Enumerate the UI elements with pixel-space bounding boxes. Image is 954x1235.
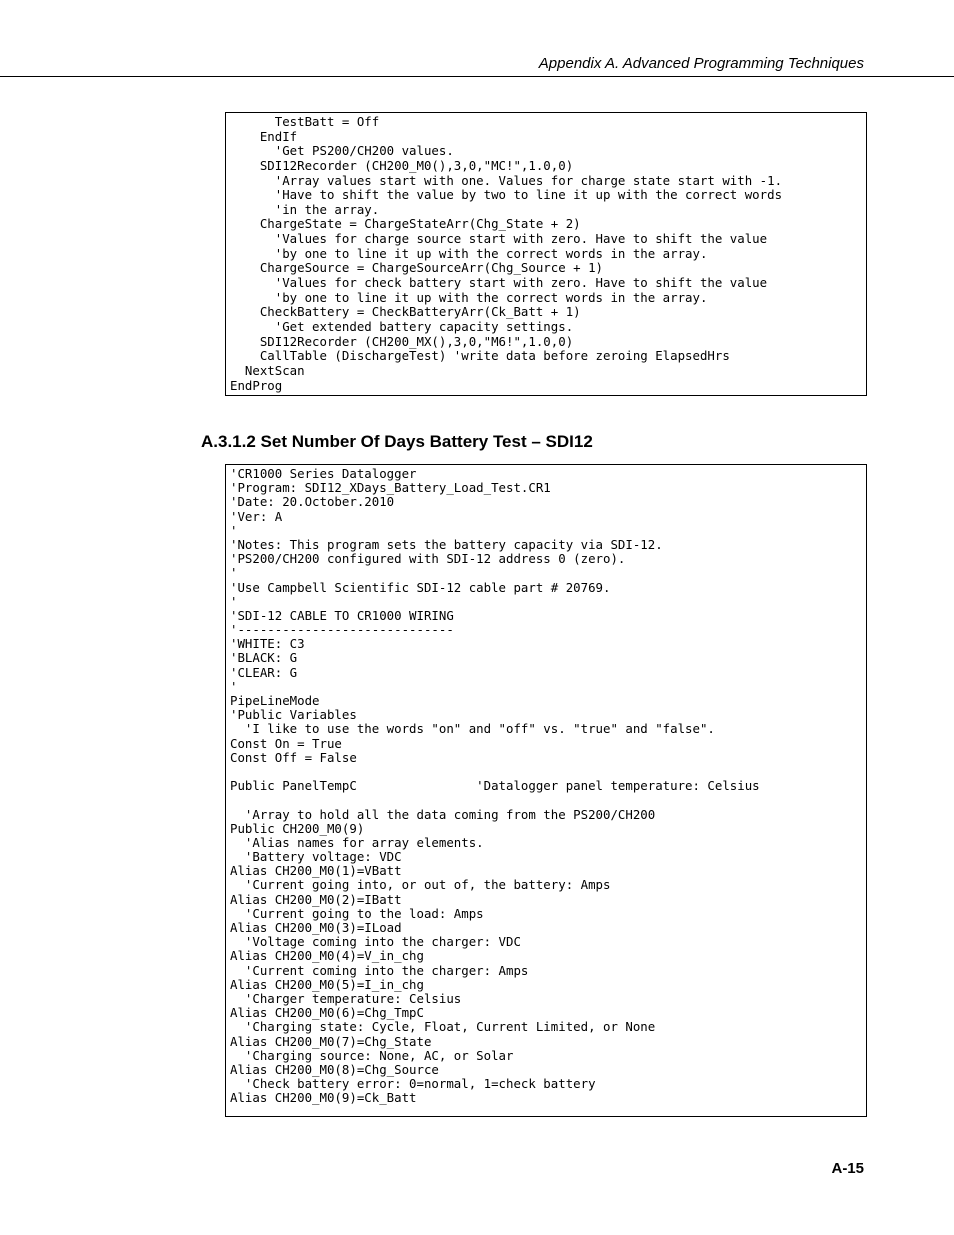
code-line: 'WHITE: C3: [230, 636, 305, 652]
code-line: 'Get PS200/CH200 values.: [230, 143, 454, 159]
code-line: Public CH200_M0(9): [230, 820, 365, 836]
code-line: ': [230, 593, 238, 609]
code-line: CallTable (DischargeTest) 'write data before zeroing ElapsedHrs: [230, 348, 730, 364]
page-header-title: Appendix A. Advanced Programming Techniques: [538, 55, 864, 72]
code-line: '-----------------------------: [230, 622, 454, 638]
code-line: [230, 793, 862, 807]
code-line: Public PanelTempC 'Datalogger panel temperature: Celsius: [230, 778, 760, 794]
code-line: 'Alias names for array elements.: [230, 834, 484, 850]
code-line: ': [230, 565, 238, 581]
code-line: [230, 765, 862, 779]
code-line: 'PS200/CH200 configured with SDI-12 address 0 (zero).: [230, 551, 626, 567]
code-line: 'Values for check battery start with zero. Have to shift the value: [230, 275, 768, 291]
code-block-2: [225, 464, 867, 1117]
code-line: Alias CH200_M0(3)=ILoad: [230, 920, 402, 935]
header-rule: [0, 76, 954, 77]
section-heading: A.3.1.2 Set Number Of Days Battery Test – SDI12: [201, 432, 593, 451]
code-line: 'BLACK: G: [230, 650, 298, 666]
code-line: 'Voltage coming into the charger: VDC: [230, 934, 521, 950]
code-line: Alias CH200_M0(9)=Ck_Batt: [230, 1090, 417, 1106]
code-line: ': [230, 678, 238, 694]
code-line: 'Charger temperature: Celsius: [230, 990, 462, 1006]
code-line: 'SDI-12 CABLE TO CR1000 WIRING: [230, 607, 454, 623]
code-line: PipeLineMode: [230, 693, 320, 708]
code-line: 'Current going to the load: Amps: [230, 905, 484, 921]
code-line: EndProg: [230, 377, 283, 393]
code-line: 'Ver: A: [230, 508, 283, 524]
code-line: Const Off = False: [230, 749, 357, 765]
code-line: Alias CH200_M0(7)=Chg_State: [230, 1033, 432, 1049]
code-line: 'by one to line it up with the correct words in the array.: [230, 245, 708, 261]
code-line: 'I like to use the words "on" and "off" vs. "true" and "false".: [230, 721, 715, 737]
code-line: 'Battery voltage: VDC: [230, 849, 402, 865]
code-line: Alias CH200_M0(6)=Chg_TmpC: [230, 1005, 424, 1021]
code-line: Alias CH200_M0(8)=Chg_Source: [230, 1061, 439, 1077]
code-line: 'Get extended battery capacity settings.: [230, 318, 574, 334]
code-line: Alias CH200_M0(5)=I_in_chg: [230, 976, 424, 992]
code-line: 'Values for charge source start with zero. Have to shift the value: [230, 231, 768, 247]
code-line: 'Check battery error: 0=normal, 1=check battery: [230, 1076, 596, 1092]
code-line: 'Charging state: Cycle, Float, Current Limited, or None: [230, 1019, 656, 1035]
code-line: 'Current coming into the charger: Amps: [230, 962, 529, 978]
code-line: 'by one to line it up with the correct words in the array.: [230, 289, 708, 305]
code-line: 'Notes: This program sets the battery capacity via SDI-12.: [230, 536, 663, 552]
code-line: 'Date: 20.October.2010: [230, 494, 395, 510]
code-line: Alias CH200_M0(2)=IBatt: [230, 891, 402, 907]
code-block-1: [225, 112, 867, 396]
code-line: Alias CH200_M0(4)=V_in_chg: [230, 948, 424, 964]
code-line: 'Have to shift the value by two to line it up with the correct words: [230, 187, 783, 203]
code-line: 'Current going into, or out of, the battery: Amps: [230, 877, 611, 893]
code-line: 'CLEAR: G: [230, 664, 298, 680]
code-line: 'Array to hold all the data coming from the PS200/CH200: [230, 806, 656, 822]
code-line: ': [230, 522, 238, 538]
code-line: 'Array values start with one. Values for charge state start with -1.: [230, 172, 783, 188]
code-line: NextScan: [230, 362, 305, 378]
code-line: Alias CH200_M0(1)=VBatt: [230, 863, 402, 879]
code-line: ChargeState = ChargeStateArr(Chg_State + 2): [230, 216, 581, 232]
code-line: SDI12Recorder (CH200_MX(),3,0,"M6!",1.0,0): [230, 333, 574, 349]
code-line: CheckBattery = CheckBatteryArr(Ck_Batt + 1): [230, 304, 581, 320]
code-line: 'in the array.: [230, 201, 380, 217]
code-line: ChargeSource = ChargeSourceArr(Chg_Source + 1): [230, 260, 603, 276]
code-line: SDI12Recorder (CH200_M0(),3,0,"MC!",1.0,0): [230, 157, 574, 173]
code-line: 'Use Campbell Scientific SDI-12 cable part # 20769.: [230, 579, 611, 595]
code-line: 'Charging source: None, AC, or Solar: [230, 1047, 514, 1063]
code-line: 'CR1000 Series Datalogger: [230, 466, 417, 481]
code-line: Const On = True: [230, 735, 342, 751]
code-line: 'Program: SDI12_XDays_Battery_Load_Test.CR1: [230, 480, 551, 496]
page-number: A-15: [831, 1160, 864, 1177]
code-line: TestBatt = Off: [230, 114, 380, 129]
code-line: 'Public Variables: [230, 707, 357, 723]
code-line: EndIf: [230, 128, 298, 144]
